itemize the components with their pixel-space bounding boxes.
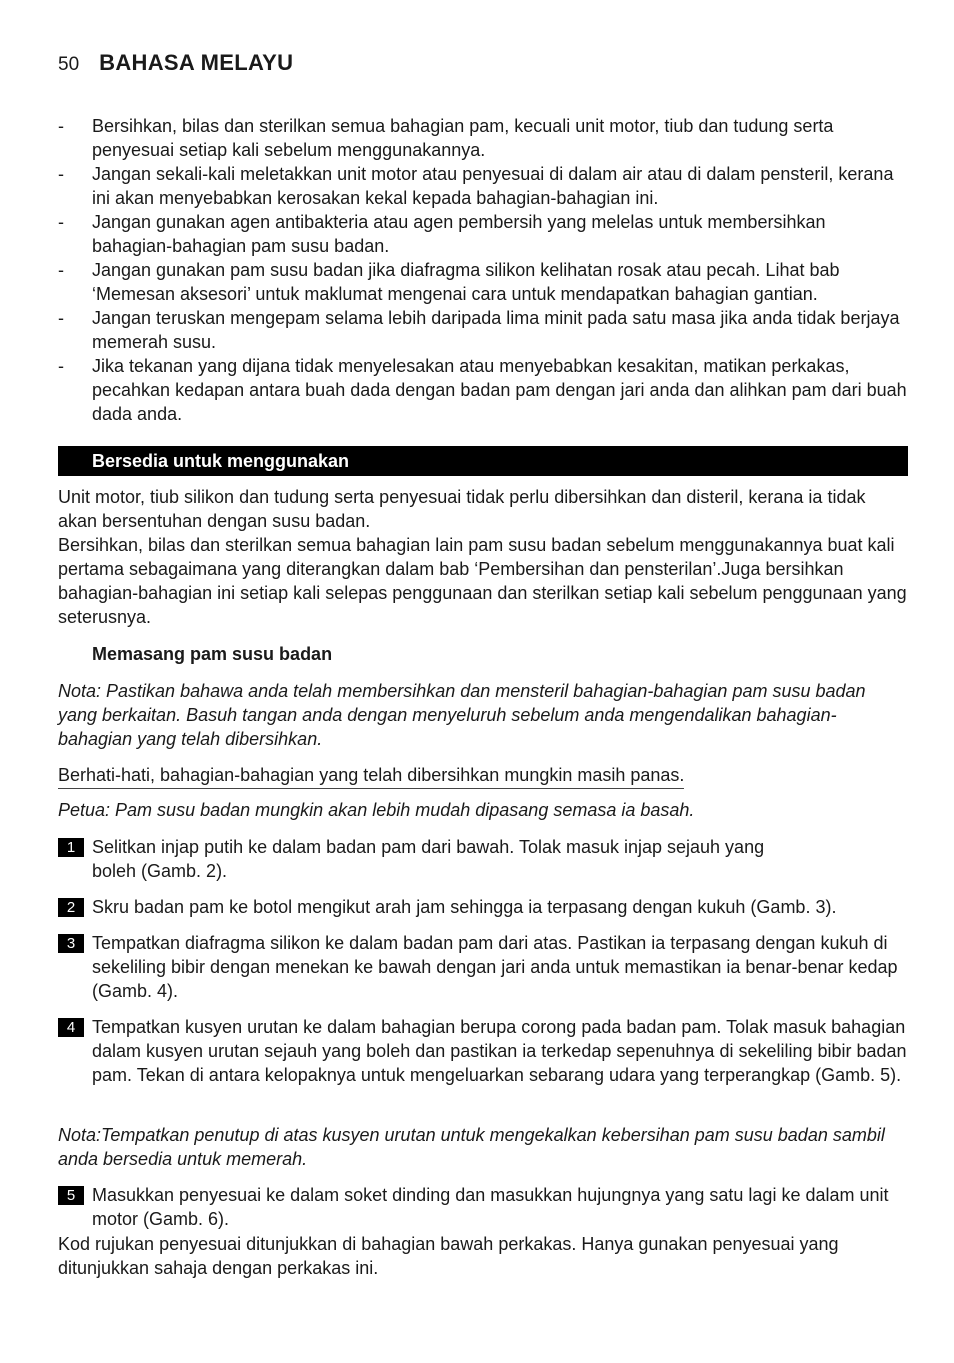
list-item: - Jika tekanan yang dijana tidak menyelesakan atau menyebabkan kesakitan, matikan perkakas, pecahkan kedapan antara buah dada dengan badan pam dengan jari anda dan alihkan pam dari buah dada anda. <box>58 356 907 424</box>
list-item: - Bersihkan, bilas dan sterilkan semua bahagian pam, kecuali unit motor, tiub dan tudung serta penyesuai setiap kali sebelum menggunakannya. <box>58 116 834 160</box>
warning-text: Berhati-hati, bahagian-bahagian yang telah dibersihkan mungkin masih panas. <box>58 763 684 789</box>
step-1 <box>58 835 908 883</box>
tip-paragraph: Petua: Pam susu badan mungkin akan lebih mudah dipasang semasa ia basah. <box>58 800 695 820</box>
section-heading: Bersedia untuk menggunakan <box>58 446 908 476</box>
precautions-list <box>58 114 908 426</box>
step-5 <box>58 1183 908 1231</box>
intro-paragraph: Unit motor, tiub silikon dan tudung serta penyesuai tidak perlu dibersihkan dan disteril, kerana ia tidak akan bersentuhan dengan susu badan. <box>58 487 866 531</box>
subheading: Memasang pam susu badan <box>92 644 333 664</box>
step-number-badge: 5 <box>58 1186 84 1205</box>
language-title: BAHASA MELAYU <box>99 50 294 75</box>
step-text: Masukkan penyesuai ke dalam soket dinding dan masukkan hujungnya yang satu lagi ke dalam unit motor (Gamb. 6). <box>92 1185 889 1229</box>
step-text: Skru badan pam ke botol mengikut arah jam sehingga ia terpasang dengan kukuh (Gamb. 3). <box>92 897 837 917</box>
step-4 <box>58 1015 908 1087</box>
step-text: Tempatkan diafragma silikon ke dalam badan pam dari atas. Pastikan ia terpasang dengan kukuh di sekeliling bibir dengan menekan ke bawah dengan jari anda untuk memastikan ia benar-benar kedap (Gamb. 4). <box>92 933 898 1001</box>
step-3 <box>58 931 908 1003</box>
note-paragraph: Nota: Pastikan bahawa anda telah membersihkan dan mensteril bahagian-bahagian pam susu badan yang berkaitan. Basuh tangan anda dengan menyeluruh sebelum anda mengendalikan bahagian-bahagian yang telah dibersihkan. <box>58 681 866 749</box>
list-item: - Jangan gunakan pam susu badan jika diafragma silikon kelihatan rosak atau pecah. Lihat bab ‘Memesan aksesori’ untuk maklumat mengenai cara untuk mendapatkan bahagian gantian. <box>58 260 840 304</box>
list-item: - Jangan teruskan mengepam selama lebih daripada lima minit pada satu masa jika anda tidak berjaya memerah susu. <box>58 308 900 352</box>
step-text: Selitkan injap putih ke dalam badan pam dari bawah. Tolak masuk injap sejauh yang boleh (Gamb. 2). <box>92 837 765 881</box>
closing-paragraph: Kod rujukan penyesuai ditunjukkan di bahagian bawah perkakas. Hanya gunakan penyesuai yang ditunjukkan sahaja dengan perkakas ini. <box>58 1234 839 1278</box>
page-number: 50 <box>58 54 80 75</box>
intro-paragraph-2: Bersihkan, bilas dan sterilkan semua bahagian lain pam susu badan sebelum menggunakannya buat kali pertama sebagaimana yang diterangkan dalam bab ‘Pembersihan dan pensterilan’.Juga bersihkan bahagian-bahagian ini setiap kali selepas penggunaan dan sterilkan setiap kali sebelum penggunaan yang seterusnya. <box>58 535 907 627</box>
note-paragraph-2: Nota:Tempatkan penutup di atas kusyen urutan untuk mengekalkan kebersihan pam susu badan sambil anda bersedia untuk memerah. <box>58 1125 885 1169</box>
page-header <box>58 50 293 76</box>
step-number-badge: 4 <box>58 1018 84 1037</box>
warning-paragraph <box>58 763 908 789</box>
list-item: - Jangan sekali-kali meletakkan unit motor atau penyesuai di dalam air atau di dalam pensteril, kerana ini akan menyebabkan kerosakan kekal kepada bahagian-bahagian ini. <box>58 164 894 208</box>
step-text: Tempatkan kusyen urutan ke dalam bahagian berupa corong pada badan pam. Tolak masuk bahagian dalam kusyen urutan sejauh yang boleh dan pastikan ia terkedap sepenuhnya di sekeliling bibir badan pam. Tekan di antara kelopaknya untuk mengeluarkan sebarang udara yang terperangkap (Gamb. 5). <box>92 1017 907 1085</box>
list-item: - Jangan gunakan agen antibakteria atau agen pembersih yang melelas untuk membersihkan bahagian-bahagian pam susu badan. <box>58 212 826 256</box>
step-number-badge: 2 <box>58 898 84 917</box>
step-number-badge: 3 <box>58 934 84 953</box>
step-2 <box>58 895 908 919</box>
step-number-badge: 1 <box>58 838 84 857</box>
